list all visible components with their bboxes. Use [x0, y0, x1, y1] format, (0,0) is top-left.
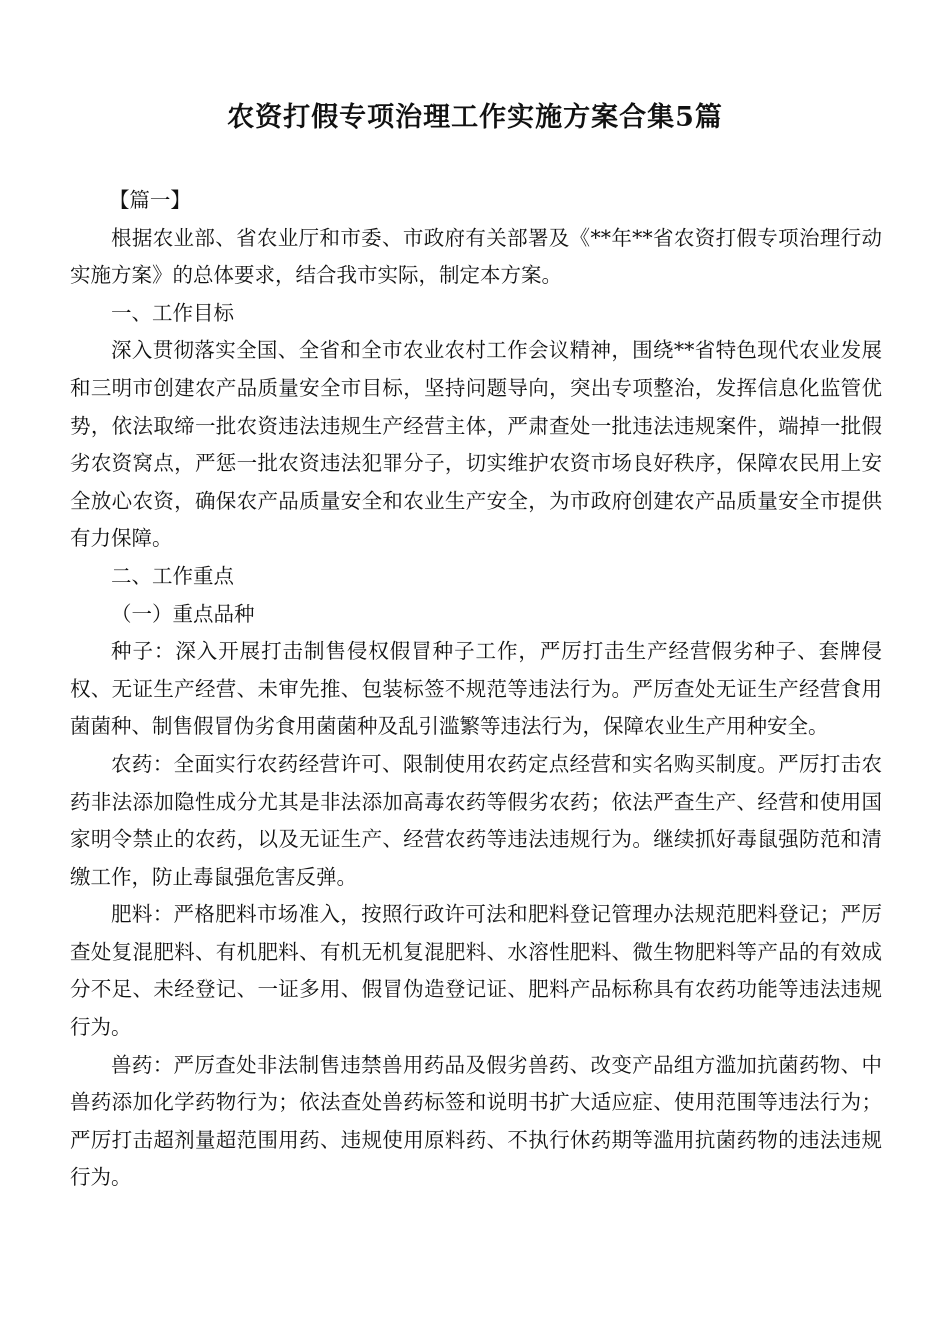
- heading-work-goal: 一、工作目标: [111, 300, 234, 325]
- paragraph-work-goal: 深入贯彻落实全国、全省和全市农业农村工作会议精神，围绕**省特色现代农业发展和三明市创建农产品质量安全市目标，坚持问题导向，突出专项整治，发挥信息化监管优势，依法取缔一批农资违法违规生产经营主体，严肃查处一批违法违规案件，端掉一批假劣农资窝点，严惩一批农资违法犯罪分子，切实维护农资市场良好秩序，保障农民用上安全放心农资，确保农产品质量安全和农业生产安全，为市政府创建农产品质量安全市提供有力保障。: [70, 338, 882, 551]
- subheading-key-varieties: （一）重点品种: [111, 601, 255, 626]
- paragraph-seeds: 种子：深入开展打击制售侵权假冒种子工作，严厉打击生产经营假劣种子、套牌侵权、无证生产经营、未审先推、包装标签不规范等违法行为。严厉查处无证生产经营食用菌菌种、制售假冒伪劣食用菌菌种及乱引滥繁等违法行为，保障农业生产用种安全。: [70, 639, 882, 739]
- paragraph-pesticides: 农药：全面实行农药经营许可、限制使用农药定点经营和实名购买制度。严厉打击农药非法添加隐性成分尤其是非法添加高毒农药等假劣农药；依法严查生产、经营和使用国家明令禁止的农药，以及无证生产、经营农药等违法违规行为。继续抓好毒鼠强防范和清缴工作，防止毒鼠强危害反弹。: [70, 751, 882, 889]
- document-body: [70, 182, 882, 1197]
- paragraph-intro: 根据农业部、省农业厅和市委、市政府有关部署及《**年**省农资打假专项治理行动实施方案》的总体要求，结合我市实际，制定本方案。: [70, 225, 882, 288]
- section-label: 【篇一】: [108, 188, 191, 212]
- paragraph-veterinary-drugs: 兽药：严厉查处非法制售违禁兽用药品及假劣兽药、改变产品组方滥加抗菌药物、中兽药添加化学药物行为；依法查处兽药标签和说明书扩大适应症、使用范围等违法行为；严厉打击超剂量超范围用药、违规使用原料药、不执行休药期等滥用抗菌药物的违法违规行为。: [70, 1052, 882, 1190]
- paragraph-fertilizers: 肥料：严格肥料市场准入，按照行政许可法和肥料登记管理办法规范肥料登记；严厉查处复混肥料、有机肥料、有机无机复混肥料、水溶性肥料、微生物肥料等产品的有效成分不足、未经登记、一证多用、假冒伪造登记证、肥料产品标称具有农药功能等违法违规行为。: [70, 902, 882, 1040]
- heading-work-focus: 二、工作重点: [111, 563, 234, 588]
- document-title: 农资打假专项治理工作实施方案合集5篇: [227, 102, 723, 133]
